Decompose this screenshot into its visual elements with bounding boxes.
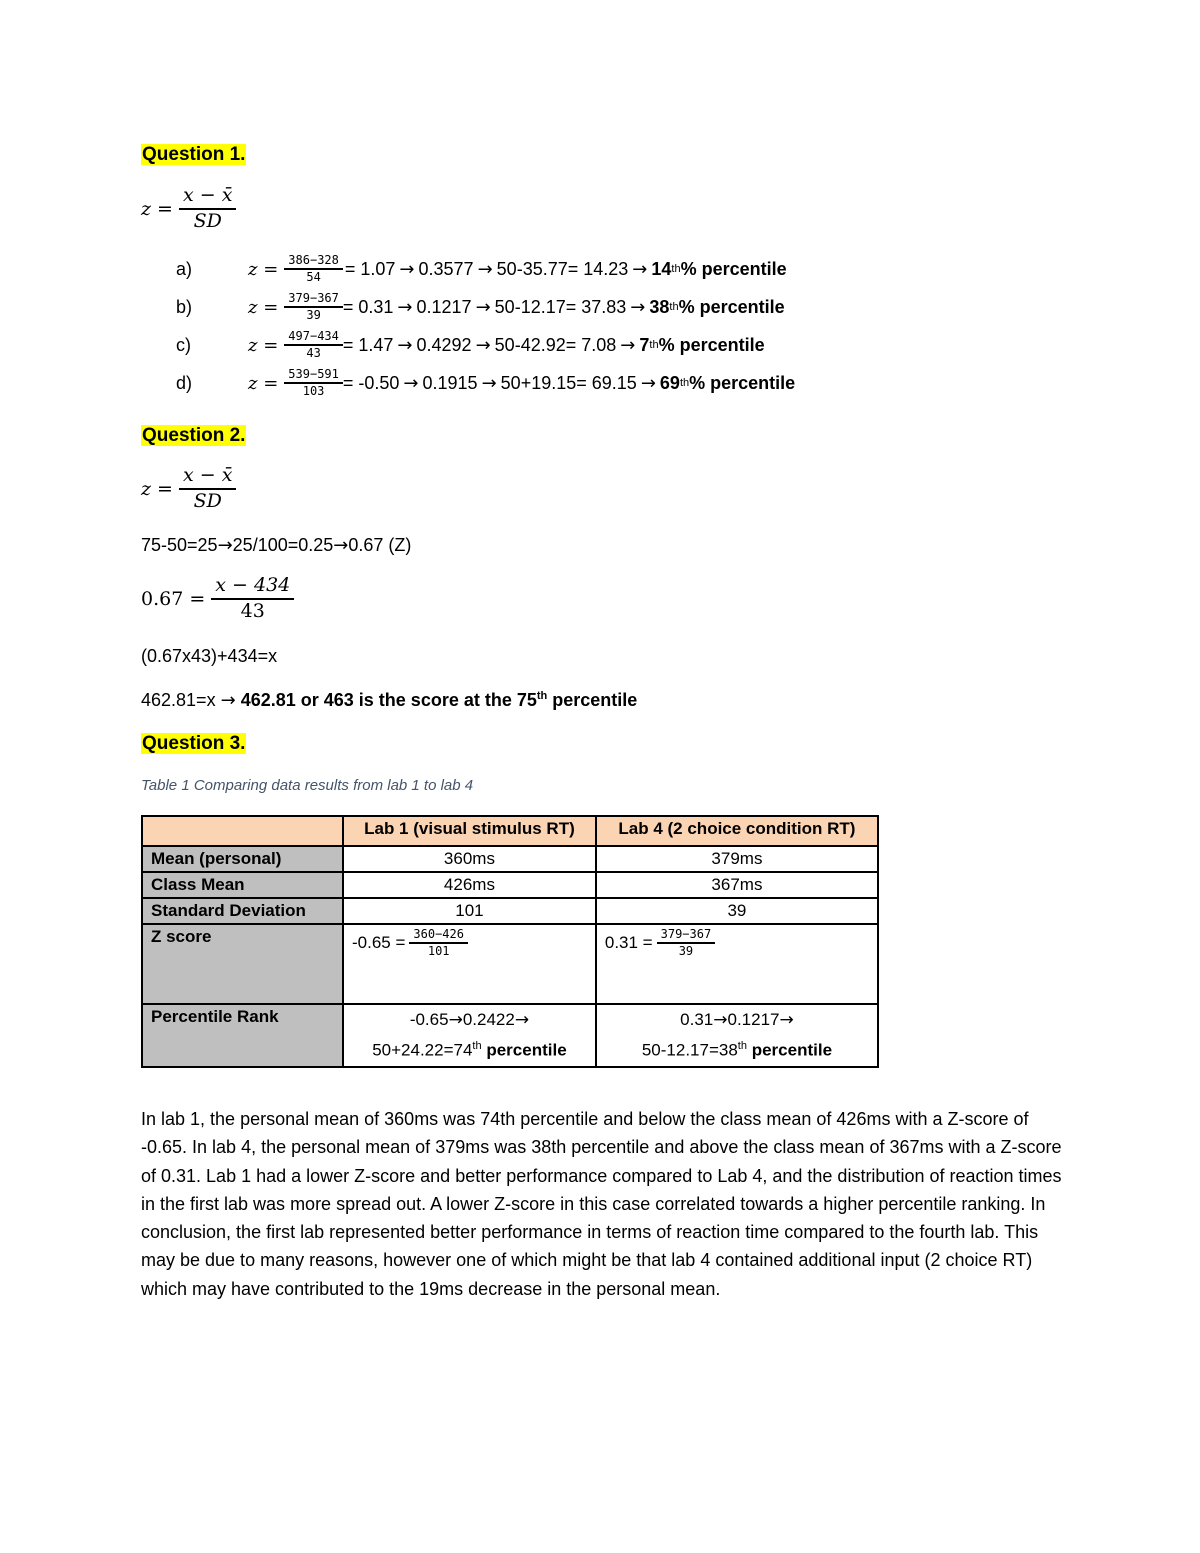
cell-class-lab1: 426ms (343, 872, 596, 898)
z-eq: z = (248, 334, 279, 356)
pr-suffix: th (737, 1040, 747, 1052)
z-numerator: 379−367 (657, 927, 716, 944)
cell-sd-lab4: 39 (596, 898, 878, 924)
q1-item-d (176, 364, 795, 402)
arrow-icon: → (475, 296, 491, 318)
equation-numerator: x − 434 (211, 574, 294, 600)
formula-fraction (179, 464, 236, 514)
percentile-calc: 50-42.92= 7.08 (494, 334, 617, 355)
z-value: = -0.50 (342, 372, 400, 393)
pr-z: -0.65 (409, 1010, 449, 1029)
pr-area: 0.2422 (462, 1010, 515, 1029)
formula-numerator: x − x̄ (179, 464, 236, 490)
pr-area: 0.1217 (727, 1010, 780, 1029)
item-numerator: 497−434 (284, 329, 343, 346)
z-value: = 0.31 (342, 296, 394, 317)
formula-denominator: SD (193, 209, 222, 232)
question-1-heading: Question 1. (142, 144, 246, 165)
item-label: b) (176, 296, 193, 317)
item-label: d) (176, 372, 193, 393)
z-eq: z = (248, 372, 279, 394)
item-numerator: 386−328 (284, 253, 343, 270)
arrow-icon: → (632, 258, 648, 280)
item-denominator: 43 (306, 346, 321, 360)
table-row (142, 924, 878, 1004)
row-label-sd: Standard Deviation (142, 898, 343, 924)
percentile-calc: 50-35.77= 14.23 (496, 258, 629, 279)
z-formula-2 (141, 464, 236, 514)
pr-calc: 50+24.22=74 (372, 1040, 473, 1060)
table-row (142, 846, 878, 872)
cell-class-lab4: 367ms (596, 872, 878, 898)
arrow-icon: → (713, 1010, 728, 1030)
z-value: = 1.47 (342, 334, 394, 355)
result-eq: 462.81=x (141, 690, 216, 710)
result-text: 462.81 or 463 is the score at the 75 (240, 690, 537, 710)
table-row (142, 1004, 878, 1067)
result-suffix: th (536, 690, 548, 702)
formula-numerator: x − x̄ (179, 184, 236, 210)
percentile-rank: 7 (639, 334, 650, 355)
rank-suffix: th (671, 263, 681, 275)
equation-lhs: 0.67 = (141, 587, 206, 610)
comparison-table (141, 815, 879, 1068)
formula-lhs: z = (141, 477, 173, 500)
table-header-row (142, 816, 878, 846)
percentile-rank: 38 (649, 296, 670, 317)
arrow-icon: → (448, 1010, 463, 1030)
item-fraction (284, 253, 343, 285)
arrow-icon: → (399, 258, 415, 280)
pr-calc: 50-12.17=38 (641, 1040, 738, 1060)
rank-suffix: th (649, 339, 659, 351)
rank-suffix: th (679, 377, 690, 389)
header-lab1: Lab 1 (visual stimulus RT) (343, 816, 596, 846)
percentile-text: % percentile (678, 296, 785, 317)
table-row (142, 872, 878, 898)
item-fraction (284, 291, 343, 323)
cell-z-lab4 (596, 924, 878, 1004)
table-caption: Table 1 Comparing data results from lab 1 to lab 4 (141, 777, 474, 794)
arrow-icon: → (477, 258, 493, 280)
item-fraction (284, 367, 343, 399)
percentile-calc: 50+19.15= 69.15 (500, 372, 637, 393)
pr-tail: percentile (746, 1040, 833, 1060)
arrow-icon: → (630, 296, 646, 318)
z-numerator: 360−426 (409, 927, 468, 944)
area-value: 0.1915 (422, 372, 478, 393)
item-numerator: 539−591 (284, 367, 343, 384)
z-fraction (657, 927, 716, 959)
row-label-percentile: Percentile Rank (142, 1004, 343, 1067)
item-denominator: 54 (306, 270, 321, 284)
percentile-rank: 14 (651, 258, 672, 279)
z-denominator: 101 (427, 944, 450, 958)
arrow-icon: → (640, 372, 656, 394)
formula-fraction (179, 184, 236, 234)
q2-step-2: (0.67x43)+434=x (141, 646, 278, 666)
cell-sd-lab1: 101 (343, 898, 596, 924)
percentile-rank: 69 (659, 372, 680, 393)
q1-item-a (176, 250, 795, 288)
cell-pr-lab1 (343, 1004, 596, 1067)
arrow-icon: → (620, 334, 636, 356)
q2-result (141, 690, 637, 711)
z-prefix: -0.65 = (352, 933, 406, 952)
z-value: = 1.07 (344, 258, 396, 279)
arrow-icon: → (333, 535, 349, 556)
arrow-icon: → (403, 372, 419, 394)
z-eq: z = (248, 296, 279, 318)
cell-mean-lab1: 360ms (343, 846, 596, 872)
area-value: 0.3577 (418, 258, 474, 279)
question-2-heading: Question 2. (142, 425, 246, 446)
arrow-icon: → (217, 535, 233, 556)
pr-tail: percentile (481, 1040, 567, 1060)
cell-mean-lab4: 379ms (596, 846, 878, 872)
row-label-z: Z score (142, 924, 343, 1004)
q2-equation (141, 574, 294, 624)
z-fraction (409, 927, 468, 959)
item-denominator: 39 (306, 308, 321, 322)
row-label-mean: Mean (personal) (142, 846, 343, 872)
rank-suffix: th (669, 301, 679, 313)
percentile-calc: 50-12.17= 37.83 (494, 296, 627, 317)
z-formula-1 (141, 184, 236, 234)
item-label: a) (176, 258, 193, 279)
z-denominator: 39 (678, 944, 694, 958)
arrow-icon: → (397, 296, 413, 318)
cell-pr-lab4 (596, 1004, 878, 1067)
percentile-text: % percentile (680, 258, 787, 279)
z-eq: z = (248, 258, 279, 280)
z-prefix: 0.31 = (604, 933, 653, 952)
item-label: c) (176, 334, 191, 355)
q1-items (176, 250, 795, 402)
item-denominator: 103 (302, 384, 325, 398)
cell-z-lab1 (343, 924, 596, 1004)
question-3-heading: Question 3. (142, 733, 246, 754)
table-row (142, 898, 878, 924)
q1-item-b (176, 288, 795, 326)
equation-denominator: 43 (240, 599, 265, 622)
step-part: 0.67 (Z) (348, 535, 412, 555)
arrow-icon: → (779, 1010, 794, 1030)
area-value: 0.4292 (416, 334, 472, 355)
row-label-class-mean: Class Mean (142, 872, 343, 898)
formula-denominator: SD (193, 489, 222, 512)
pr-z: 0.31 (680, 1010, 714, 1029)
result-tail: percentile (547, 690, 638, 710)
step-part: 75-50=25 (141, 535, 218, 555)
arrow-icon: → (220, 690, 236, 711)
equation-fraction (211, 574, 294, 624)
arrow-icon: → (475, 334, 491, 356)
arrow-icon: → (514, 1010, 530, 1030)
step-part: 25/100=0.25 (232, 535, 334, 555)
pr-suffix: th (472, 1040, 482, 1052)
arrow-icon: → (481, 372, 497, 394)
area-value: 0.1217 (416, 296, 472, 317)
formula-lhs: z = (141, 197, 173, 220)
q1-item-c (176, 326, 795, 364)
item-numerator: 379−367 (284, 291, 343, 308)
header-empty-cell (142, 816, 343, 846)
q2-step-1 (141, 535, 411, 556)
percentile-text: % percentile (689, 372, 796, 393)
percentile-text: % percentile (658, 334, 765, 355)
arrow-icon: → (397, 334, 413, 356)
conclusion-paragraph: In lab 1, the personal mean of 360ms was 74th percentile and below the class mean of 426ms with a Z-score of -0.65. In lab 4, the personal mean of 379ms was 38th percentile and above the class mean of 367ms with a Z-score of 0.31. Lab 1 had a lower Z-score and better performance compared to Lab 4, and the distribution of reaction times in the first lab was more spread out. A lower Z-score in this case correlated towards a higher percentile ranking. In conclusion, the first lab represented better performance in terms of reaction time compared to the fourth lab. This may be due to many reasons, however one of which might be that lab 4 contained additional input (2 choice RT) which may have contributed to the 19ms decrease in the personal mean. (141, 1109, 1062, 1299)
header-lab4: Lab 4 (2 choice condition RT) (596, 816, 878, 846)
item-fraction (284, 329, 343, 361)
